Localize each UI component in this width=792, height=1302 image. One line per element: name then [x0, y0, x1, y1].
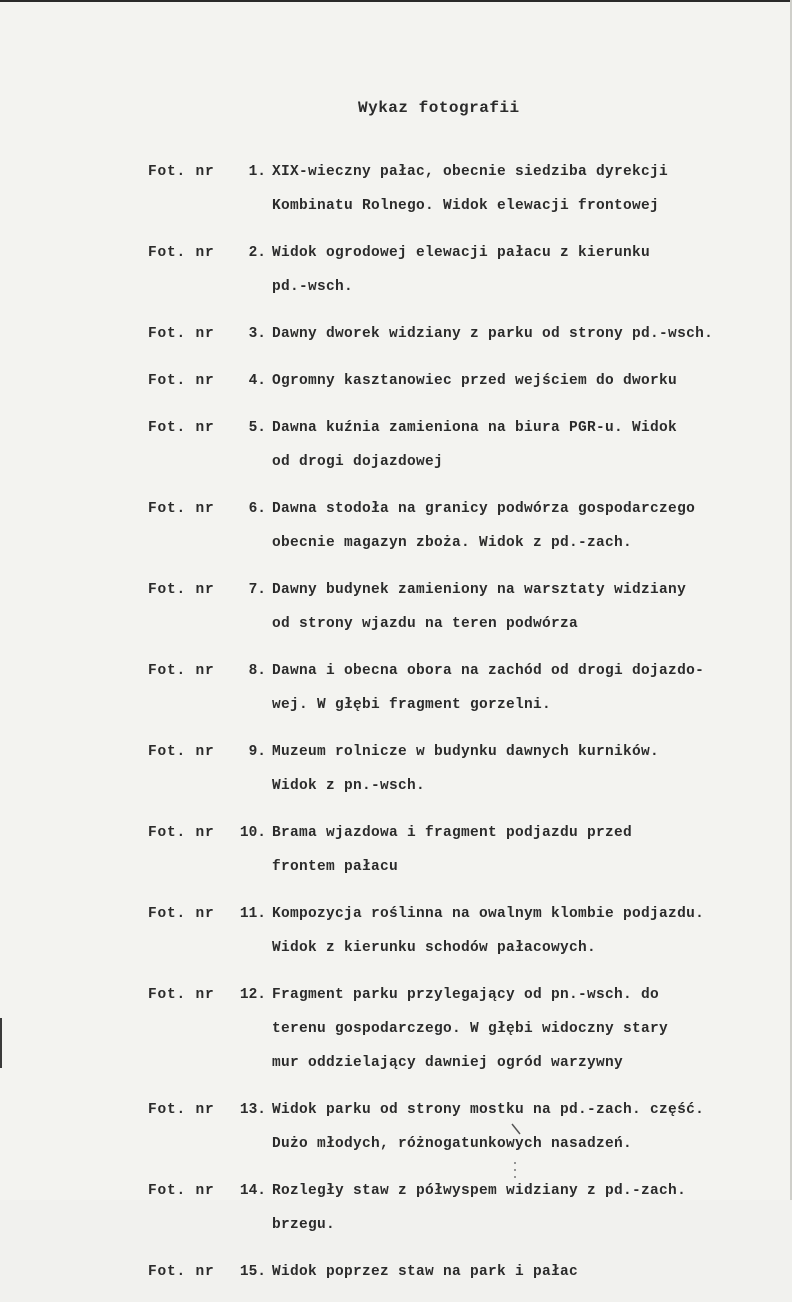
entry-number: 2.	[248, 245, 266, 261]
entry-label: Fot. nr	[148, 825, 215, 841]
list-item	[0, 735, 792, 803]
entry-text: Ogromny kasztanowiec przed wejściem do dworku	[272, 373, 678, 389]
entry-text: Dawna stodoła na granicy podwórza gospodarczego obecnie magazyn zboża. Widok z pd.-zach.	[272, 501, 696, 551]
list-item	[0, 1255, 792, 1289]
entry-number: 1.	[248, 164, 266, 180]
entry-text: Widok ogrodowej elewacji pałacu z kierunku pd.-wsch.	[272, 245, 651, 295]
entry-number: 14.	[239, 1183, 266, 1199]
stray-mark	[510, 1122, 530, 1152]
entry-label: Fot. nr	[148, 373, 215, 389]
entry-number: 7.	[248, 582, 266, 598]
entry-label: Fot. nr	[148, 326, 215, 342]
entry-label: Fot. nr	[148, 906, 215, 922]
entry-text: Widok parku od strony mostku na pd.-zach. część. Dużo młodych, różnogatunkowych nasadzeń.	[272, 1102, 705, 1152]
list-item	[0, 155, 792, 223]
list-item	[0, 411, 792, 479]
entry-text: Dawny dworek widziany z parku od strony pd.-wsch.	[272, 326, 714, 342]
scan-edge-top	[0, 0, 792, 2]
entry-text: Dawna i obecna obora na zachód od drogi dojazdo- wej. W głębi fragment gorzelni.	[272, 663, 705, 713]
entry-label: Fot. nr	[148, 663, 215, 679]
list-item	[0, 897, 792, 965]
list-item	[0, 236, 792, 304]
entry-text: Kompozycja roślinna na owalnym klombie podjazdu. Widok z kierunku schodów pałacowych.	[272, 906, 705, 956]
entry-label: Fot. nr	[148, 164, 215, 180]
stray-dots	[511, 1160, 519, 1180]
list-item	[0, 1174, 792, 1242]
entry-label: Fot. nr	[148, 501, 215, 517]
entry-text: Brama wjazdowa i fragment podjazdu przed frontem pałacu	[272, 825, 633, 875]
entry-label: Fot. nr	[148, 420, 215, 436]
entry-label: Fot. nr	[148, 1264, 215, 1280]
photo-list	[0, 155, 792, 1302]
list-item	[0, 317, 792, 351]
entry-label: Fot. nr	[148, 582, 215, 598]
entry-number: 11.	[239, 906, 266, 922]
entry-number: 5.	[248, 420, 266, 436]
page-title: Wykaz fotografii	[358, 99, 520, 117]
list-item	[0, 492, 792, 560]
list-item	[0, 573, 792, 641]
list-item	[0, 816, 792, 884]
entry-number: 6.	[248, 501, 266, 517]
entry-text: Muzeum rolnicze w budynku dawnych kurników. Widok z pn.-wsch.	[272, 744, 660, 794]
entry-text: Widok poprzez staw na park i pałac	[272, 1264, 579, 1280]
entry-label: Fot. nr	[148, 744, 215, 760]
list-item	[0, 654, 792, 722]
entry-text: Fragment parku przylegający od pn.-wsch. do terenu gospodarczego. W głębi widoczny stary mur oddzielający dawniej ogród warzywny	[272, 987, 669, 1071]
entry-number: 10.	[239, 825, 266, 841]
entry-label: Fot. nr	[148, 1102, 215, 1118]
entry-number: 4.	[248, 373, 266, 389]
entry-text: Dawny budynek zamieniony na warsztaty widziany od strony wjazdu na teren podwórza	[272, 582, 687, 632]
entry-text: Rozległy staw z półwyspem widziany z pd.-zach. brzegu.	[272, 1183, 687, 1233]
entry-number: 8.	[248, 663, 266, 679]
entry-number: 13.	[239, 1102, 266, 1118]
list-item	[0, 364, 792, 398]
entry-number: 12.	[239, 987, 266, 1003]
entry-label: Fot. nr	[148, 987, 215, 1003]
entry-label: Fot. nr	[148, 1183, 215, 1199]
entry-number: 9.	[248, 744, 266, 760]
entry-number: 3.	[248, 326, 266, 342]
list-item	[0, 978, 792, 1080]
entry-number: 15.	[239, 1264, 266, 1280]
entry-text: XIX-wieczny pałac, obecnie siedziba dyrekcji Kombinatu Rolnego. Widok elewacji frontowej	[272, 164, 669, 214]
entry-label: Fot. nr	[148, 245, 215, 261]
list-item	[0, 1093, 792, 1161]
entry-text: Dawna kuźnia zamieniona na biura PGR-u. Widok od drogi dojazdowej	[272, 420, 678, 470]
